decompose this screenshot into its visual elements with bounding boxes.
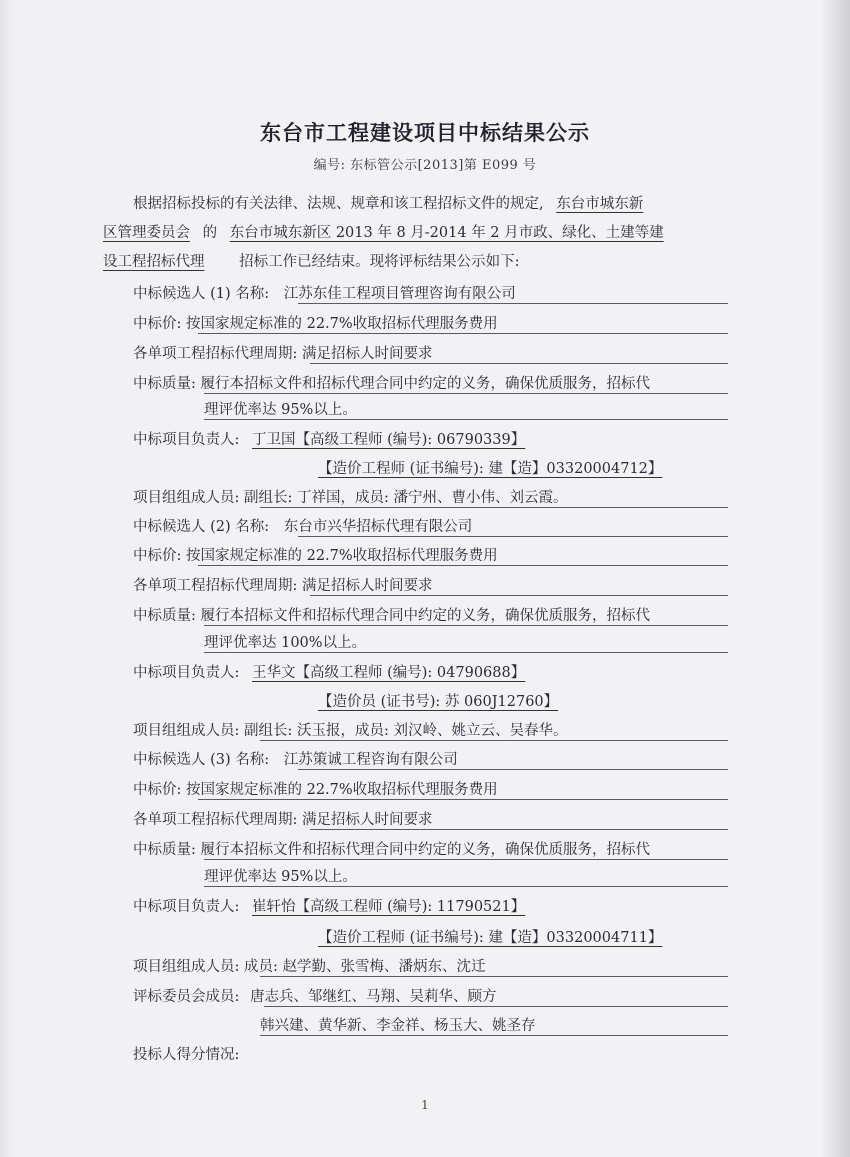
quality-label: 中标质量:: [133, 842, 196, 858]
period-value: 满足招标人时间要求: [302, 812, 433, 828]
quality-label: 中标质量:: [133, 376, 196, 392]
leader-value: 王华文【高级工程师 (编号): 04790688】: [252, 665, 526, 681]
candidate-3-leader-cert: [318, 924, 850, 952]
quality-value: 履行本招标文件和招标代理合同中约定的义务，确保优质服务，招标代: [200, 842, 650, 858]
scores-row: [133, 1041, 733, 1069]
document-number: 编号: 东标管公示[2013]第 E099 号: [313, 158, 537, 173]
intro-tenderer-cont: 区管理委员会: [103, 225, 190, 241]
leader-label: 中标项目负责人:: [133, 432, 240, 448]
scores-label: 投标人得分情况:: [133, 1047, 240, 1063]
intro-project: 东台市城东新区 2013 年 8 月-2014 年 2 月市政、绿化、土建等建: [229, 225, 664, 241]
page-title: 东台市工程建设项目中标结果公示: [260, 121, 590, 145]
team-value: 副组长: 丁祥国，成员: 潘宁州、曹小伟、刘云霞。: [244, 490, 568, 506]
candidate-name-label: 中标候选人 (3) 名称:: [133, 752, 270, 768]
intro-tenderer: 东台市城东新: [556, 196, 644, 212]
page-number: 1: [421, 1098, 429, 1112]
candidate-2-leader-row: [133, 659, 733, 687]
candidate-name: 江苏策诚工程咨询有限公司: [283, 752, 458, 768]
quality-value: 履行本招标文件和招标代理合同中约定的义务，确保优质服务，招标代: [200, 376, 650, 392]
price-label: 中标价:: [133, 548, 182, 564]
price-value: 按国家规定标准的 22.7%收取招标代理服务费用: [186, 316, 498, 332]
period-label: 各单项工程招标代理周期:: [133, 578, 298, 594]
leader-value: 崔轩怡【高级工程师 (编号): 11790521】: [252, 899, 526, 915]
candidate-name: 东台市兴华招标代理有限公司: [283, 519, 473, 535]
leader-cert: 【造价工程师 (证书编号): 建【造】03320004711】: [318, 930, 663, 946]
team-label: 项目组组成人员:: [133, 490, 240, 506]
intro-project-cont: 设工程招标代理: [103, 254, 205, 270]
leader-cert: 【造价工程师 (证书编号): 建【造】03320004712】: [318, 461, 663, 477]
committee-label: 评标委员会成员:: [133, 989, 240, 1005]
team-label: 项目组组成人员:: [133, 959, 240, 975]
intro-text: 根据招标投标的有关法律、法规、规章和该工程招标文件的规定,: [133, 196, 544, 212]
committee-members: 唐志兵、邹继红、马翔、吴莉华、顾方: [250, 989, 497, 1005]
period-value: 满足招标人时间要求: [302, 346, 433, 362]
leader-label: 中标项目负责人:: [133, 899, 240, 915]
quality-value: 履行本招标文件和招标代理合同中约定的义务，确保优质服务，招标代: [200, 608, 650, 624]
period-label: 各单项工程招标代理周期:: [133, 346, 298, 362]
price-value: 按国家规定标准的 22.7%收取招标代理服务费用: [186, 548, 498, 564]
candidate-name-label: 中标候选人 (1) 名称:: [133, 286, 270, 302]
intro-paragraph: [103, 190, 743, 277]
period-value: 满足招标人时间要求: [302, 578, 433, 594]
price-label: 中标价:: [133, 782, 182, 798]
quality-value-cont: 理评优率达 95%以上。: [204, 402, 357, 418]
quality-value-cont: 理评优率达 100%以上。: [204, 635, 367, 651]
leader-cert: 【造价员 (证书号): 苏 060J12760】: [318, 694, 559, 710]
candidate-name-label: 中标候选人 (2) 名称:: [133, 519, 270, 535]
candidate-3-leader-row: [133, 893, 733, 921]
price-value: 按国家规定标准的 22.7%收取招标代理服务费用: [186, 782, 498, 798]
candidate-name: 江苏东佳工程项目管理咨询有限公司: [283, 286, 516, 302]
intro-text: 的: [202, 225, 218, 241]
price-label: 中标价:: [133, 316, 182, 332]
candidate-1-leader-cert: [318, 455, 850, 483]
team-value: 成员: 赵学勤、张雪梅、潘炳东、沈迁: [244, 959, 486, 975]
candidate-2-leader-cert: [318, 688, 850, 716]
team-value: 副组长: 沃玉报，成员: 刘汉岭、姚立云、吴春华。: [244, 723, 568, 739]
period-label: 各单项工程招标代理周期:: [133, 812, 298, 828]
committee-members-cont: 韩兴建、黄华新、李金祥、杨玉大、姚圣存: [260, 1018, 536, 1034]
intro-text: 招标工作已经结束。现将评标结果公示如下:: [239, 254, 520, 270]
quality-value-cont: 理评优率达 95%以上。: [204, 869, 357, 885]
quality-label: 中标质量:: [133, 608, 196, 624]
leader-label: 中标项目负责人:: [133, 665, 240, 681]
team-label: 项目组组成人员:: [133, 723, 240, 739]
candidate-1-leader-row: [133, 426, 733, 454]
leader-value: 丁卫国【高级工程师 (编号): 06790339】: [252, 432, 526, 448]
